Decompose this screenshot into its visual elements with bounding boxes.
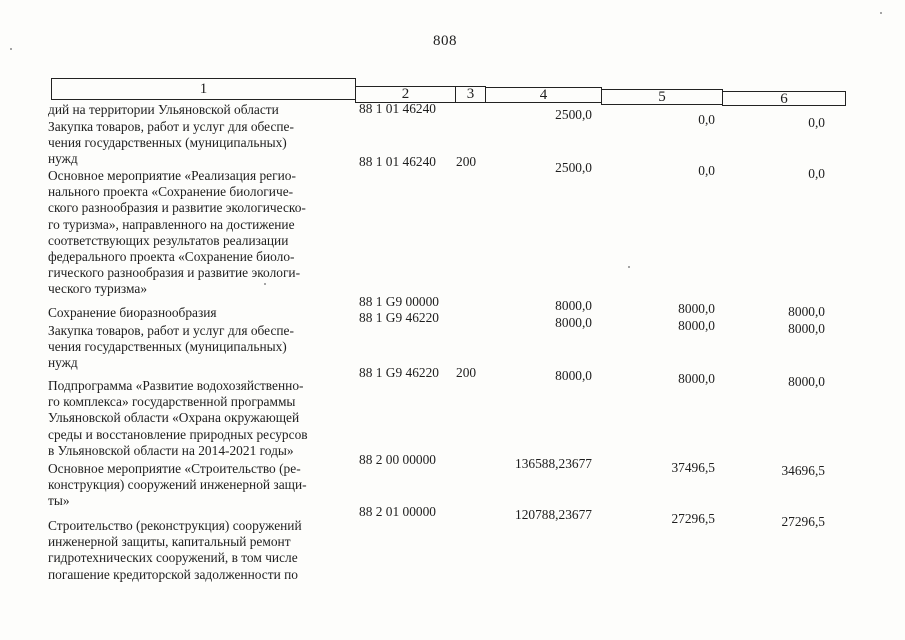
row-amount-col5: 8000,0 — [678, 371, 715, 386]
row-amount-col6: 8000,0 — [788, 304, 825, 319]
row-target-code: 88 1 01 46240 — [359, 101, 436, 116]
header-col-3: 3 — [455, 86, 486, 103]
header-col-5: 5 — [601, 89, 723, 105]
row-amount-col6: 34696,5 — [781, 463, 825, 478]
scan-speck — [264, 283, 266, 285]
header-col-6: 6 — [722, 91, 846, 106]
row-name: дий на территории Ульяновской области — [48, 102, 279, 117]
row-target-code: 88 1 G9 00000 — [359, 294, 439, 309]
row-name: Закупка товаров, работ и услуг для обеспе- чения государственных (муниципальных) нужд — [48, 323, 294, 371]
header-col-1: 1 — [51, 78, 356, 100]
page-number: 808 — [433, 33, 457, 49]
row-amount-col6: 0,0 — [808, 166, 825, 181]
row-name: Строительство (реконструкция) сооружений инженерной защиты, капитальный ремонт гидротехнических сооружений, в том числе погашение кредиторской задолженности по — [48, 518, 302, 582]
row-name: Основное мероприятие «Строительство (ре- конструкция) сооружений инженерной защи- ты» — [48, 461, 307, 509]
row-amount-col5: 8000,0 — [678, 301, 715, 316]
row-target-code: 88 1 G9 46220 — [359, 310, 439, 325]
row-name: Закупка товаров, работ и услуг для обеспе- чения государственных (муниципальных) нужд — [48, 119, 294, 167]
row-expense-type: 200 — [456, 365, 477, 380]
scan-speck — [628, 266, 630, 268]
row-target-code: 88 2 01 00000 — [359, 504, 436, 519]
row-amount-col6: 8000,0 — [788, 321, 825, 336]
header-col-2: 2 — [355, 86, 456, 103]
row-amount-col4: 136588,23677 — [515, 456, 592, 471]
row-name: Основное мероприятие «Реализация регио- нального проекта «Сохранение биологиче- ского разнообразия и развитие экологическо- го туризма», направленного на достижение соответствующих результатов реализации федерального проекта «Сохранение биоло- гического разнообразия и развитие экологи- ческого туризма» — [48, 168, 306, 297]
row-amount-col6: 0,0 — [808, 115, 825, 130]
row-amount-col6: 27296,5 — [781, 514, 825, 529]
row-amount-col5: 0,0 — [698, 163, 715, 178]
row-amount-col4: 120788,23677 — [515, 507, 592, 522]
row-name: Подпрограмма «Развитие водохозяйственно- го комплекса» государственной программы Ульяновской области «Охрана окружающей среды и восстановление природных ресурсов в Ульяновской области на 2014-2021 годы» — [48, 378, 308, 458]
row-target-code: 88 1 G9 46220 — [359, 365, 439, 380]
row-amount-col4: 8000,0 — [555, 368, 592, 383]
row-amount-col5: 8000,0 — [678, 318, 715, 333]
row-amount-col6: 8000,0 — [788, 374, 825, 389]
row-amount-col5: 37496,5 — [671, 460, 715, 475]
row-expense-type: 200 — [456, 154, 477, 169]
row-amount-col4: 8000,0 — [555, 315, 592, 330]
row-target-code: 88 2 00 00000 — [359, 452, 436, 467]
row-name: Сохранение биоразнообразия — [48, 305, 217, 320]
row-amount-col5: 27296,5 — [671, 511, 715, 526]
row-amount-col4: 8000,0 — [555, 298, 592, 313]
scan-speck — [880, 12, 882, 14]
row-target-code: 88 1 01 46240 — [359, 154, 436, 169]
header-col-4: 4 — [485, 87, 602, 103]
row-amount-col4: 2500,0 — [555, 107, 592, 122]
row-amount-col4: 2500,0 — [555, 160, 592, 175]
row-amount-col5: 0,0 — [698, 112, 715, 127]
scan-speck — [10, 48, 12, 50]
